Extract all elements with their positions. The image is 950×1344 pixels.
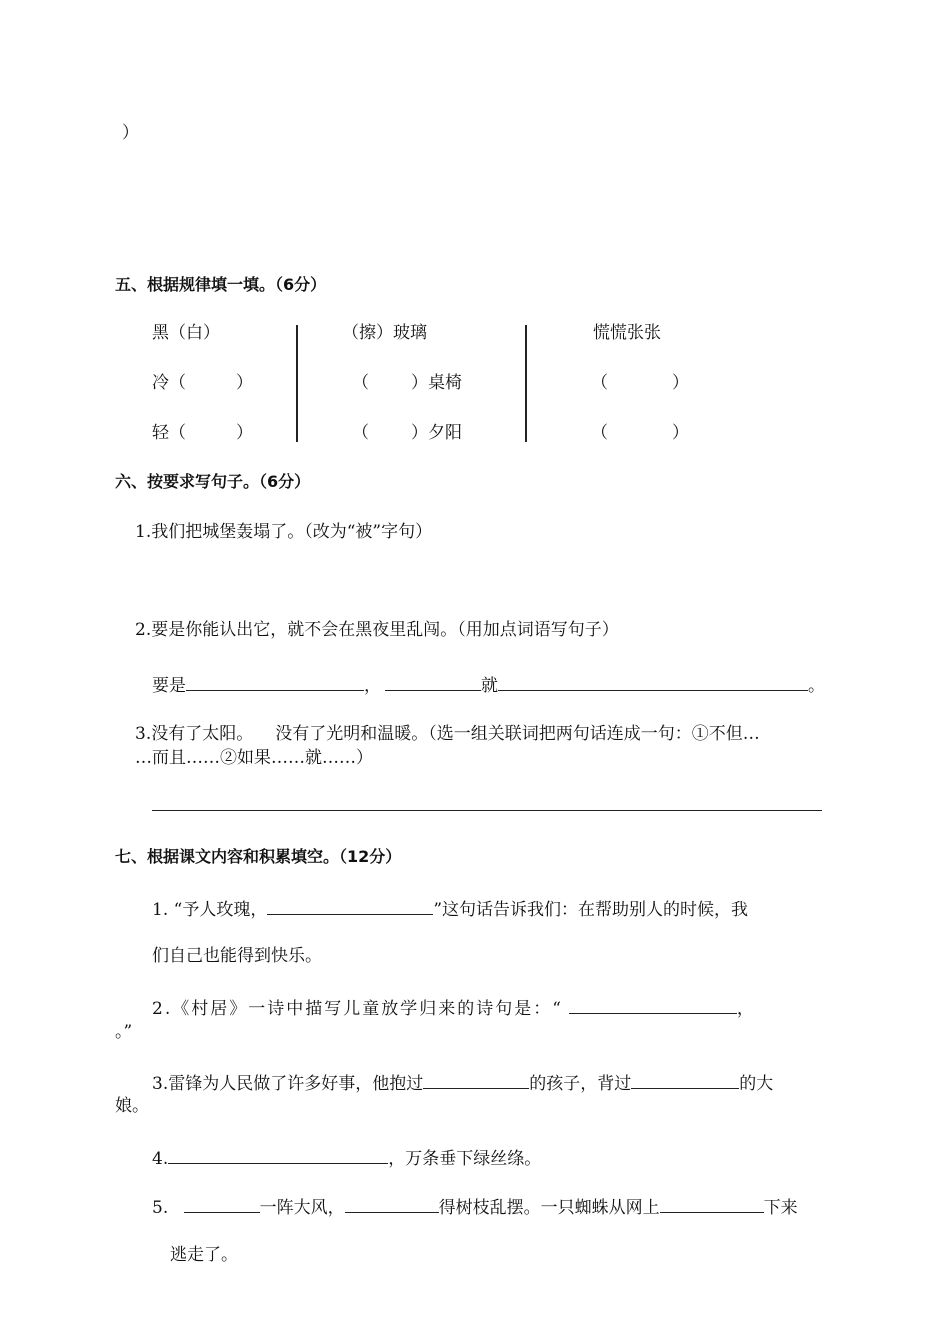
top-fragment: ） [122, 123, 139, 143]
s7-q3-line2: 娘。 [115, 1096, 149, 1116]
s5-col1-row1: 黑（白） [152, 323, 220, 343]
blank[interactable] [423, 1070, 529, 1089]
blank[interactable] [660, 1194, 764, 1213]
s6-q2: 2.要是你能认出它，就不会在黑夜里乱闯。（用加点词语写句子） [135, 620, 619, 640]
s6-q3-answer-line[interactable] [152, 810, 822, 811]
blank[interactable] [569, 995, 737, 1014]
s6-q1: 1.我们把城堡轰塌了。（改为“被”字句） [135, 522, 433, 542]
section5-heading: 五、根据规律填一填。（6分） [115, 275, 327, 294]
section6-heading: 六、按要求写句子。（6分） [115, 472, 311, 491]
s5-col3-row2: （ ） [591, 373, 689, 393]
s5-col2-row1: （擦）玻璃 [342, 323, 427, 343]
s5-col3-row3: （ ） [591, 423, 689, 443]
blank[interactable] [168, 1145, 388, 1164]
section7-heading: 七、根据课文内容和积累填空。（12分） [115, 847, 402, 866]
divider-1 [296, 325, 298, 442]
divider-2 [525, 325, 527, 442]
blank[interactable] [345, 1194, 439, 1213]
blank[interactable] [385, 672, 481, 691]
s6-q3-line2: …而且……②如果……就……） [135, 748, 373, 768]
blank[interactable] [631, 1070, 739, 1089]
blank[interactable] [186, 672, 364, 691]
s7-q2-line1: 2.《村居》一诗中描写儿童放学归来的诗句是：“ ， [152, 995, 756, 1020]
s7-q5-line2: 逃走了。 [170, 1245, 238, 1265]
s6-q2-fill: 要是 ， 就 。 [152, 672, 825, 697]
s7-q1-line2: 们自己也能得到快乐。 [152, 946, 322, 966]
s7-q3-line1: 3.雷锋为人民做了许多好事，他抱过 的孩子，背过 的大 [152, 1070, 773, 1095]
s7-q4: 4. ，万条垂下绿丝绦。 [152, 1145, 541, 1170]
blank[interactable] [498, 672, 808, 691]
s7-q5-line1: 5. 一阵大风， 得树枝乱摆。一只蜘蛛从网上 下来 [152, 1194, 798, 1219]
blank[interactable] [267, 896, 433, 915]
s7-q2-line2: 。” [115, 1022, 133, 1042]
s6-q3-line1: 3.没有了太阳。 没有了光明和温暖。（选一组关联词把两句话连成一句：①不但… [135, 724, 760, 744]
s5-col2-row2: （ ）桌椅 [352, 373, 462, 393]
s5-col2-row3: （ ）夕阳 [352, 423, 462, 443]
s5-col1-row2: 冷（ ） [152, 373, 253, 393]
s7-q1-line1: 1. “予人玫瑰， ”这句话告诉我们：在帮助别人的时候，我 [152, 896, 748, 921]
blank[interactable] [184, 1194, 260, 1213]
s5-col1-row3: 轻（ ） [152, 423, 253, 443]
s5-col3-row1: 慌慌张张 [593, 323, 661, 343]
